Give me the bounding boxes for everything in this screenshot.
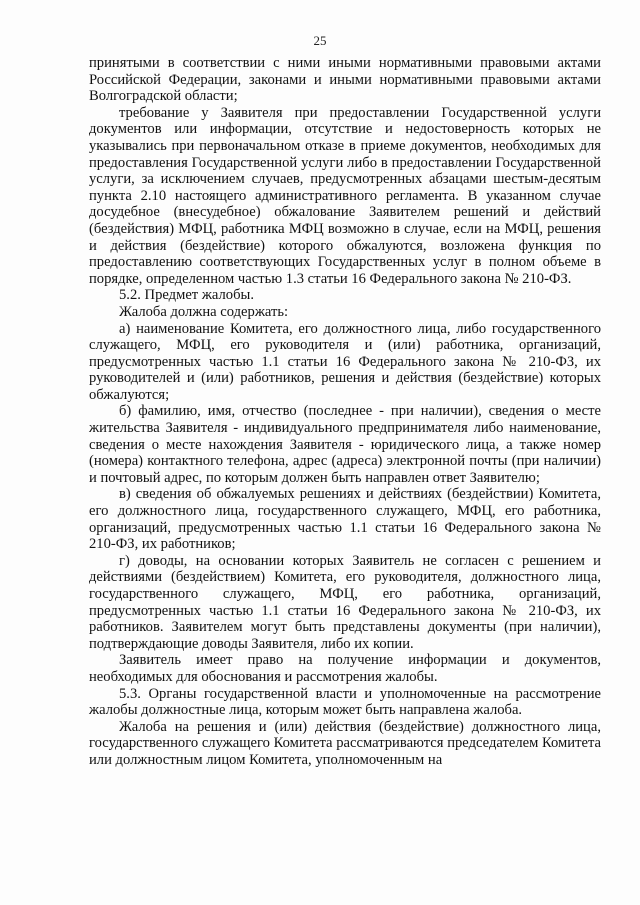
paragraph: Жалоба на решения и (или) действия (бездействие) должностного лица, государственного служащего Комитета рассматриваются председателем Комитета или должностным лицом Комитета, уполномоченным на: [89, 718, 601, 768]
paragraph: Жалоба должна содержать:: [119, 303, 289, 320]
paragraph: принятыми в соответствии с ними иными нормативными правовыми актами Российской Федерации, законами и иными нормативными правовыми актами Волгоградской области;: [89, 55, 601, 105]
paragraph: требование у Заявителя при предоставлении Государственной услуги документов или информации, отсутствие и недостоверность которых не указывались при первоначальном отказе в приеме документов, необходимых для предоставления Государственной услуги либо в предоставлении Государственной услуги, за исключением случаев, предусмотренных абзацами шестым-десятым пункта 2.10 настоящего административного регламента. В указанном случае досудебное (внесудебное) обжалование Заявителем решений и действий (бездействия) МФЦ, работника МФЦ возможно в случае, если на МФЦ, решения и действия (бездействие) которого обжалуются, возложена функция по предоставлению соответствующих Государственных услуг в полном объеме в порядке, определенном частью 1.3 статьи 16 Федерального закона № 210-ФЗ.: [89, 104, 601, 287]
paragraph: а) наименование Комитета, его должностного лица, либо государственного служащего, МФЦ, его руководителя и (или) работника, организаций, предусмотренных частью 1.1 статьи 16 Федерального закона № 210-ФЗ, их руководителей и (или) работников, решения и действия (бездействие) которых обжалуются;: [89, 320, 601, 403]
paragraph: б) фамилию, имя, отчество (последнее - при наличии), сведения о месте жительства Заявителя - индивидуального предпринимателя либо наименование, сведения о месте нахождения Заявителя - юридического лица, а также номер (номера) контактного телефона, адрес (адреса) электронной почты (при наличии) и почтовый адрес, по которым должен быть направлен ответ Заявителю;: [89, 403, 601, 486]
paragraph: 5.3. Органы государственной власти и уполномоченные на рассмотрение жалобы должностные лица, которым может быть направлена жалоба.: [89, 685, 601, 719]
body-text: [89, 55, 601, 769]
paragraph: г) доводы, на основании которых Заявитель не согласен с решением и действиями (бездействием) Комитета, его руководителя, должностного лица, государственного служащего, МФЦ, его работника, организаций, предусмотренных частью 1.1 статьи 16 Федерального закона № 210-ФЗ, их работников. Заявителем могут быть представлены документы (при наличии), подтверждающие доводы Заявителя, либо их копии.: [89, 552, 601, 652]
page-number: 25: [313, 33, 327, 48]
paragraph: 5.2. Предмет жалобы.: [119, 287, 254, 304]
paragraph: Заявитель имеет право на получение информации и документов, необходимых для обоснования и рассмотрения жалобы.: [89, 652, 601, 685]
paragraph: в) сведения об обжалуемых решениях и действиях (бездействии) Комитета, его должностного лица, государственного служащего, МФЦ, его работника, организаций, предусмотренных частью 1.1 статьи 16 Федерального закона № 210-ФЗ, их работников;: [89, 486, 601, 553]
